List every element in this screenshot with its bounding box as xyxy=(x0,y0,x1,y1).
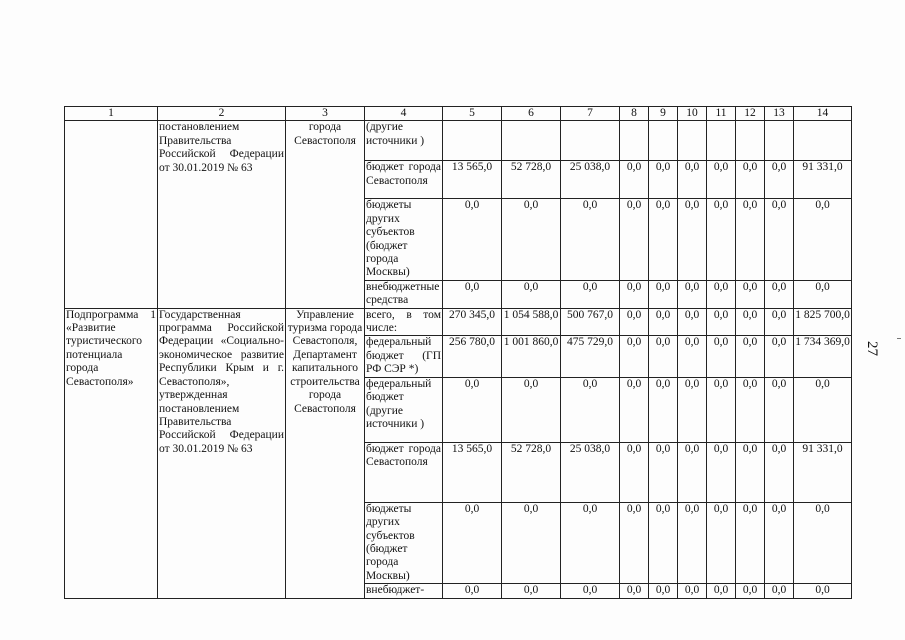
column-header: 6 xyxy=(502,107,561,121)
value-cell: 0,0 xyxy=(443,199,502,280)
value-cell: 0,0 xyxy=(765,336,794,377)
funding-source-cell: внебюджетные средства xyxy=(365,280,443,308)
value-cell: 0,0 xyxy=(502,377,561,442)
value-cell: 0,0 xyxy=(561,377,620,442)
value-cell xyxy=(620,121,649,161)
table-row xyxy=(65,308,852,336)
value-cell: 0,0 xyxy=(765,280,794,308)
value-cell: 91 331,0 xyxy=(794,161,852,199)
value-cell: 0,0 xyxy=(736,161,765,199)
value-cell: 0,0 xyxy=(561,502,620,583)
value-cell: 0,0 xyxy=(678,336,707,377)
value-cell: 0,0 xyxy=(649,442,678,502)
column-header: 3 xyxy=(286,107,365,121)
value-cell xyxy=(794,121,852,161)
value-cell: 0,0 xyxy=(736,308,765,336)
value-cell: 0,0 xyxy=(620,336,649,377)
value-cell: 0,0 xyxy=(794,502,852,583)
value-cell: 0,0 xyxy=(765,199,794,280)
value-cell: 256 780,0 xyxy=(443,336,502,377)
value-cell xyxy=(678,121,707,161)
value-cell: 0,0 xyxy=(678,199,707,280)
program-name-cell: Подпрограмма 1 «Развитие туристического потенциала города Севастополя» xyxy=(65,308,158,598)
column-header: 1 xyxy=(65,107,158,121)
value-cell: 0,0 xyxy=(443,280,502,308)
value-cell: 0,0 xyxy=(649,280,678,308)
value-cell: 0,0 xyxy=(620,442,649,502)
executor-cell: Управление туризма города Севастополя, Департамент капитального строительства города Севастополя xyxy=(286,308,365,598)
value-cell: 0,0 xyxy=(736,280,765,308)
value-cell: 0,0 xyxy=(620,199,649,280)
value-cell: 0,0 xyxy=(765,161,794,199)
value-cell: 13 565,0 xyxy=(443,161,502,199)
value-cell: 0,0 xyxy=(707,199,736,280)
column-header: 7 xyxy=(561,107,620,121)
value-cell xyxy=(649,121,678,161)
value-cell: 1 001 860,0 xyxy=(502,336,561,377)
value-cell: 0,0 xyxy=(502,584,561,598)
value-cell: 0,0 xyxy=(678,280,707,308)
value-cell: 0,0 xyxy=(502,502,561,583)
value-cell: 0,0 xyxy=(707,336,736,377)
value-cell: 0,0 xyxy=(649,584,678,598)
value-cell: 91 331,0 xyxy=(794,442,852,502)
value-cell xyxy=(443,121,502,161)
value-cell: 0,0 xyxy=(620,584,649,598)
value-cell: 500 767,0 xyxy=(561,308,620,336)
value-cell: 0,0 xyxy=(678,442,707,502)
value-cell: 0,0 xyxy=(736,199,765,280)
value-cell xyxy=(707,121,736,161)
column-header: 9 xyxy=(649,107,678,121)
value-cell: 0,0 xyxy=(765,377,794,442)
value-cell: 0,0 xyxy=(678,584,707,598)
value-cell: 0,0 xyxy=(649,161,678,199)
value-cell: 0,0 xyxy=(736,442,765,502)
value-cell: 270 345,0 xyxy=(443,308,502,336)
value-cell: 0,0 xyxy=(561,280,620,308)
column-header: 13 xyxy=(765,107,794,121)
value-cell: 0,0 xyxy=(678,502,707,583)
value-cell: 0,0 xyxy=(794,199,852,280)
value-cell xyxy=(765,121,794,161)
value-cell: 0,0 xyxy=(649,502,678,583)
value-cell: 0,0 xyxy=(649,377,678,442)
column-header: 14 xyxy=(794,107,852,121)
value-cell: 1 054 588,0 xyxy=(502,308,561,336)
value-cell: 0,0 xyxy=(443,502,502,583)
value-cell: 0,0 xyxy=(765,442,794,502)
value-cell: 0,0 xyxy=(502,199,561,280)
margin-mark xyxy=(897,338,901,339)
value-cell: 0,0 xyxy=(649,336,678,377)
value-cell: 0,0 xyxy=(649,199,678,280)
header-row xyxy=(65,107,852,121)
value-cell xyxy=(736,121,765,161)
funding-source-cell: федеральный бюджет (ГП РФ СЭР *) xyxy=(366,336,441,376)
funding-source-cell: бюджеты других субъектов (бюджет города Москвы) xyxy=(365,502,443,583)
legal-basis-cell: постановлением Правительства Российской Федерации от 30.01.2019 № 63 xyxy=(158,121,286,308)
column-header: 10 xyxy=(678,107,707,121)
value-cell: 0,0 xyxy=(765,502,794,583)
value-cell: 0,0 xyxy=(620,280,649,308)
value-cell: 52 728,0 xyxy=(502,442,561,502)
value-cell xyxy=(502,121,561,161)
legal-basis-cell: Государственная программа Российской Федерации «Социально-экономическое развитие Республики Крым и г. Севастополя», утвержденная постановлением Правительства Российской Федерации от 30.01.2019 № 63 xyxy=(158,308,286,598)
value-cell: 475 729,0 xyxy=(561,336,620,377)
column-header: 11 xyxy=(707,107,736,121)
value-cell: 0,0 xyxy=(620,308,649,336)
value-cell: 0,0 xyxy=(649,308,678,336)
value-cell: 0,0 xyxy=(707,161,736,199)
program-name-cell xyxy=(65,121,158,308)
column-header: 8 xyxy=(620,107,649,121)
funding-source-cell: бюджет города Севастополя xyxy=(365,442,443,502)
value-cell: 0,0 xyxy=(707,442,736,502)
page-number: 27 xyxy=(864,341,880,356)
column-header: 5 xyxy=(443,107,502,121)
funding-source-cell: бюджеты других субъектов (бюджет города Москвы) xyxy=(365,199,443,280)
value-cell xyxy=(561,121,620,161)
column-header: 2 xyxy=(158,107,286,121)
funding-source-cell: всего, в том числе: xyxy=(366,308,441,335)
value-cell: 0,0 xyxy=(678,308,707,336)
value-cell: 13 565,0 xyxy=(443,442,502,502)
value-cell: 0,0 xyxy=(765,308,794,336)
executor-cell: города Севастополя xyxy=(286,121,365,308)
value-cell: 1 734 369,0 xyxy=(794,336,852,377)
value-cell: 0,0 xyxy=(678,161,707,199)
value-cell: 25 038,0 xyxy=(561,161,620,199)
value-cell: 0,0 xyxy=(736,336,765,377)
value-cell: 0,0 xyxy=(620,377,649,442)
value-cell: 0,0 xyxy=(707,308,736,336)
value-cell: 0,0 xyxy=(736,502,765,583)
value-cell: 52 728,0 xyxy=(502,161,561,199)
value-cell: 0,0 xyxy=(794,280,852,308)
funding-source-cell: бюджет города Севастополя xyxy=(365,161,443,199)
value-cell: 0,0 xyxy=(620,161,649,199)
value-cell: 0,0 xyxy=(736,584,765,598)
value-cell: 0,0 xyxy=(707,502,736,583)
funding-source-cell: внебюджет- xyxy=(365,584,443,598)
column-header: 4 xyxy=(365,107,443,121)
value-cell: 0,0 xyxy=(620,502,649,583)
value-cell: 0,0 xyxy=(561,199,620,280)
value-cell: 0,0 xyxy=(678,377,707,442)
value-cell: 0,0 xyxy=(765,584,794,598)
value-cell: 0,0 xyxy=(736,377,765,442)
value-cell: 0,0 xyxy=(794,377,852,442)
funding-source-cell: федеральный бюджет (другие источники ) xyxy=(365,377,443,442)
value-cell: 0,0 xyxy=(502,280,561,308)
value-cell: 0,0 xyxy=(561,584,620,598)
budget-table xyxy=(64,106,852,599)
value-cell: 25 038,0 xyxy=(561,442,620,502)
value-cell: 0,0 xyxy=(443,377,502,442)
value-cell: 0,0 xyxy=(707,584,736,598)
value-cell: 0,0 xyxy=(707,377,736,442)
value-cell: 0,0 xyxy=(707,280,736,308)
value-cell: 0,0 xyxy=(443,584,502,598)
table-row xyxy=(65,121,852,161)
value-cell: 0,0 xyxy=(794,584,852,598)
value-cell: 1 825 700,0 xyxy=(794,308,852,336)
funding-source-cell: (другие источники ) xyxy=(365,121,443,161)
column-header: 12 xyxy=(736,107,765,121)
